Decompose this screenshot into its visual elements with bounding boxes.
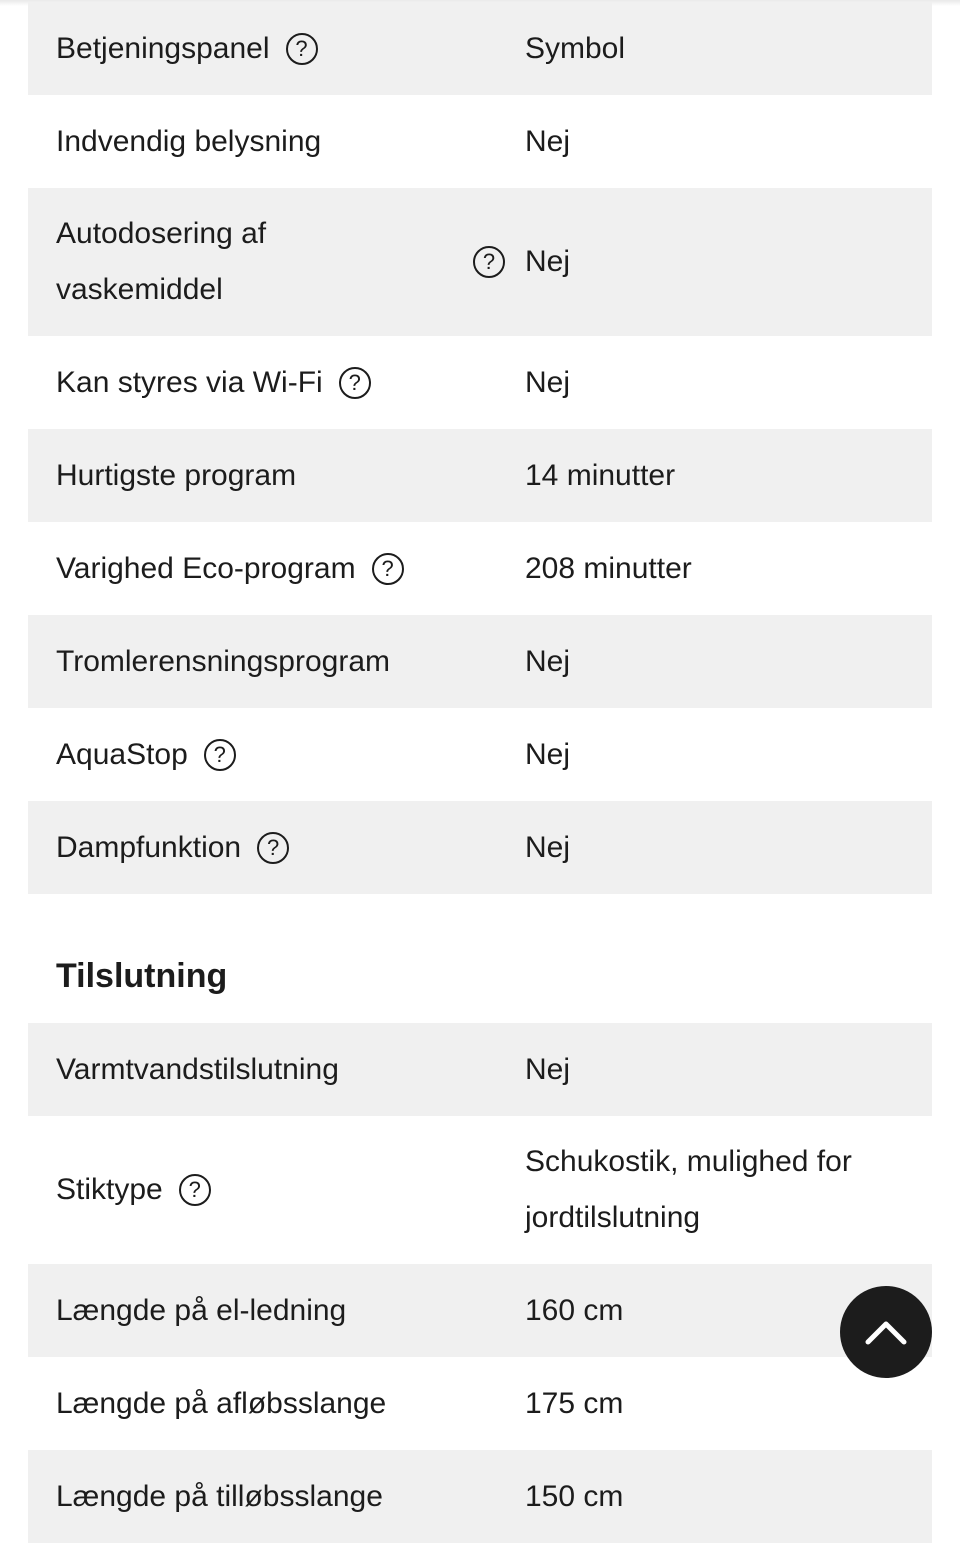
spec-value: Nej bbox=[525, 644, 571, 678]
spec-value: Nej bbox=[525, 830, 571, 864]
spec-label-cell bbox=[28, 1376, 525, 1432]
spec-label: Tromlerensningsprogram bbox=[56, 644, 391, 678]
spec-value: Nej bbox=[525, 737, 571, 771]
spec-label-cell bbox=[28, 820, 525, 876]
spec-label-cell bbox=[28, 1042, 525, 1098]
spec-value: 175 cm bbox=[525, 1386, 624, 1420]
chevron-up-icon bbox=[864, 1318, 908, 1346]
help-question-icon[interactable]: ? bbox=[339, 367, 371, 399]
help-question-icon[interactable]: ? bbox=[257, 832, 289, 864]
spec-value: Nej bbox=[525, 124, 571, 158]
spec-label: Varmtvandstilslutning bbox=[56, 1052, 339, 1086]
spec-value: Schukostik, mulighed for jordtilslutning bbox=[525, 1145, 852, 1234]
help-question-icon[interactable]: ? bbox=[179, 1174, 211, 1206]
help-question-icon[interactable]: ? bbox=[286, 33, 318, 65]
spec-row-dampfunktion bbox=[28, 801, 932, 894]
spec-label: Længde på afløbsslange bbox=[56, 1386, 387, 1420]
spec-row-afloebsslange bbox=[28, 1357, 932, 1450]
spec-row-betjeningspanel bbox=[28, 2, 932, 95]
spec-label: AquaStop bbox=[56, 737, 188, 771]
spec-value: 160 cm bbox=[525, 1293, 624, 1327]
help-question-icon[interactable]: ? bbox=[204, 739, 236, 771]
spec-label: Indvendig belysning bbox=[56, 124, 322, 158]
connection-spec-table bbox=[28, 1023, 932, 1543]
spec-label-cell bbox=[28, 355, 525, 411]
spec-row-stiktype bbox=[28, 1116, 932, 1264]
spec-label-cell bbox=[28, 727, 525, 783]
scroll-to-top-button[interactable] bbox=[840, 1286, 932, 1378]
spec-label: Dampfunktion bbox=[56, 830, 242, 864]
spec-label: Stiktype bbox=[56, 1173, 163, 1206]
spec-label: Varighed Eco-program bbox=[56, 551, 356, 585]
spec-label: Længde på el-ledning bbox=[56, 1293, 347, 1327]
spec-label-cell bbox=[28, 448, 525, 504]
spec-label: Betjeningspanel bbox=[56, 31, 270, 65]
spec-row-indvendig-belysning bbox=[28, 95, 932, 188]
spec-label: Længde på tilløbsslange bbox=[56, 1479, 383, 1513]
spec-row-tromlerensning bbox=[28, 615, 932, 708]
spec-label-cell bbox=[28, 114, 525, 170]
spec-label-cell bbox=[28, 1283, 525, 1339]
spec-value: 150 cm bbox=[525, 1479, 624, 1513]
spec-row-wifi bbox=[28, 336, 932, 429]
spec-label-cell bbox=[28, 1469, 525, 1525]
spec-row-el-ledning bbox=[28, 1264, 932, 1357]
spec-row-aquastop bbox=[28, 708, 932, 801]
spec-value: Nej bbox=[525, 245, 571, 278]
spec-row-varmtvand bbox=[28, 1023, 932, 1116]
spec-label: Kan styres via Wi-Fi bbox=[56, 365, 323, 399]
spec-value: 14 minutter bbox=[525, 458, 676, 492]
spec-label: Autodosering af vaskemiddel bbox=[56, 217, 267, 306]
spec-label: Hurtigste program bbox=[56, 458, 297, 492]
spec-label-cell bbox=[28, 21, 525, 77]
features-spec-table bbox=[28, 2, 932, 894]
help-question-icon[interactable]: ? bbox=[372, 553, 404, 585]
spec-label-cell bbox=[28, 541, 525, 597]
spec-value: Nej bbox=[525, 1052, 571, 1086]
spec-label-cell bbox=[28, 1162, 525, 1218]
spec-row-tilloebsslange bbox=[28, 1450, 932, 1543]
spec-label-cell bbox=[28, 206, 525, 318]
spec-label-cell bbox=[28, 634, 525, 690]
section-heading-tilslutning: Tilslutning bbox=[56, 957, 228, 995]
spec-row-hurtigste-program bbox=[28, 429, 932, 522]
spec-row-eco-program bbox=[28, 522, 932, 615]
spec-value: Symbol bbox=[525, 31, 626, 65]
spec-row-autodosering bbox=[28, 188, 932, 336]
spec-value: Nej bbox=[525, 365, 571, 399]
spec-value: 208 minutter bbox=[525, 551, 692, 585]
help-question-icon[interactable]: ? bbox=[473, 246, 505, 278]
